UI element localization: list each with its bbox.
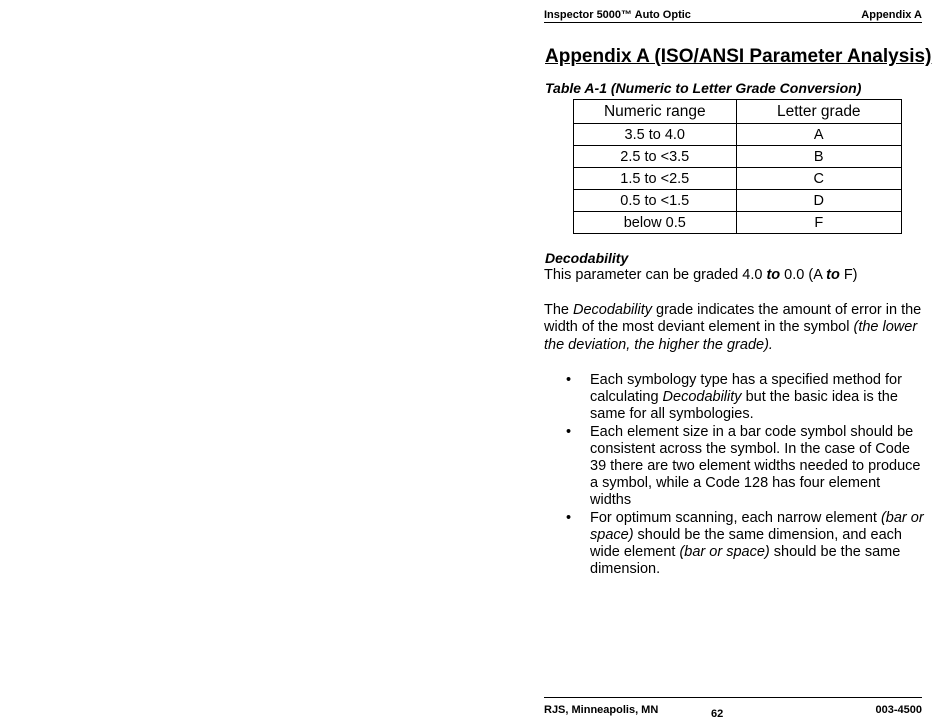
numeric-range-cell: 2.5 to <3.5 xyxy=(574,146,737,168)
header-product-name: Inspector 5000™ Auto Optic xyxy=(544,9,691,21)
grade-line-emphasis: to xyxy=(766,267,781,283)
letter-grade-cell: B xyxy=(736,146,901,168)
paragraph-text: The xyxy=(544,302,574,318)
page-footer xyxy=(544,697,922,720)
bullet-text: Each element size in a bar code symbol should be consistent across the symbol. In the case of Code 39 there are two element widths needed to produce a symbol, while a Code 128 has four element widths xyxy=(590,423,921,509)
column-header-letter-grade: Letter grade xyxy=(736,100,901,124)
table-row xyxy=(574,124,902,146)
list-item xyxy=(544,510,924,579)
bullet-list xyxy=(544,372,924,578)
letter-grade-cell: C xyxy=(736,168,901,190)
grade-line-text: 0.0 (A xyxy=(780,267,827,283)
bullet-term: Decodability xyxy=(662,389,742,406)
letter-grade-cell: A xyxy=(736,124,901,146)
table-row xyxy=(574,146,902,168)
bullet-icon: • xyxy=(566,423,572,440)
paragraph-text: grade indicates the amount of error in the width of the most deviant element in the symbol xyxy=(544,302,922,336)
grade-conversion-table xyxy=(573,99,902,234)
list-item xyxy=(544,372,924,424)
bullet-note: (bar or space) xyxy=(679,544,770,561)
paragraph-term: Decodability xyxy=(573,302,653,318)
grade-line-emphasis: to xyxy=(826,267,840,283)
bullet-note: (bar or space) xyxy=(590,509,924,543)
bullet-text: Each symbology type has a specified method for calculating xyxy=(590,372,902,406)
bullet-text: For optimum scanning, each narrow element xyxy=(590,509,881,526)
page-header xyxy=(544,9,922,23)
table-header-row xyxy=(574,100,902,124)
bullet-icon: • xyxy=(566,372,572,388)
grade-line-text: This parameter can be graded 4.0 xyxy=(544,267,767,283)
table-row xyxy=(574,190,902,212)
bullet-text: but the basic idea is the same for all symbologies. xyxy=(590,389,898,423)
bullet-text: should be the same dimension. xyxy=(590,544,901,578)
letter-grade-cell: F xyxy=(736,212,901,234)
paragraph-note: (the lower the deviation, the higher the grade). xyxy=(544,319,918,353)
header-section-name: Appendix A xyxy=(861,9,922,21)
list-item xyxy=(544,424,924,510)
page-title: Appendix A (ISO/ANSI Parameter Analysis) xyxy=(545,46,932,67)
footer-author: RJS, Minneapolis, MN xyxy=(544,704,659,716)
letter-grade-cell: D xyxy=(736,190,901,212)
bullet-icon: • xyxy=(566,509,572,526)
table-caption: Table A-1 (Numeric to Letter Grade Conversion) xyxy=(545,80,862,96)
table-row xyxy=(574,212,902,234)
column-header-numeric-range: Numeric range xyxy=(574,100,737,124)
grade-line-text: F) xyxy=(839,267,858,283)
page-number: 62 xyxy=(711,708,724,720)
table-row xyxy=(574,168,902,190)
bullet-text: should be the same dimension, and each wide element xyxy=(590,526,902,561)
footer-document-number: 003-4500 xyxy=(875,704,922,716)
grade-range-line xyxy=(544,267,924,284)
section-heading-decodability: Decodability xyxy=(545,250,629,266)
numeric-range-cell: 3.5 to 4.0 xyxy=(574,124,737,146)
decodability-description xyxy=(544,302,924,354)
numeric-range-cell: 1.5 to <2.5 xyxy=(574,168,737,190)
numeric-range-cell: below 0.5 xyxy=(574,212,737,234)
numeric-range-cell: 0.5 to <1.5 xyxy=(574,190,737,212)
